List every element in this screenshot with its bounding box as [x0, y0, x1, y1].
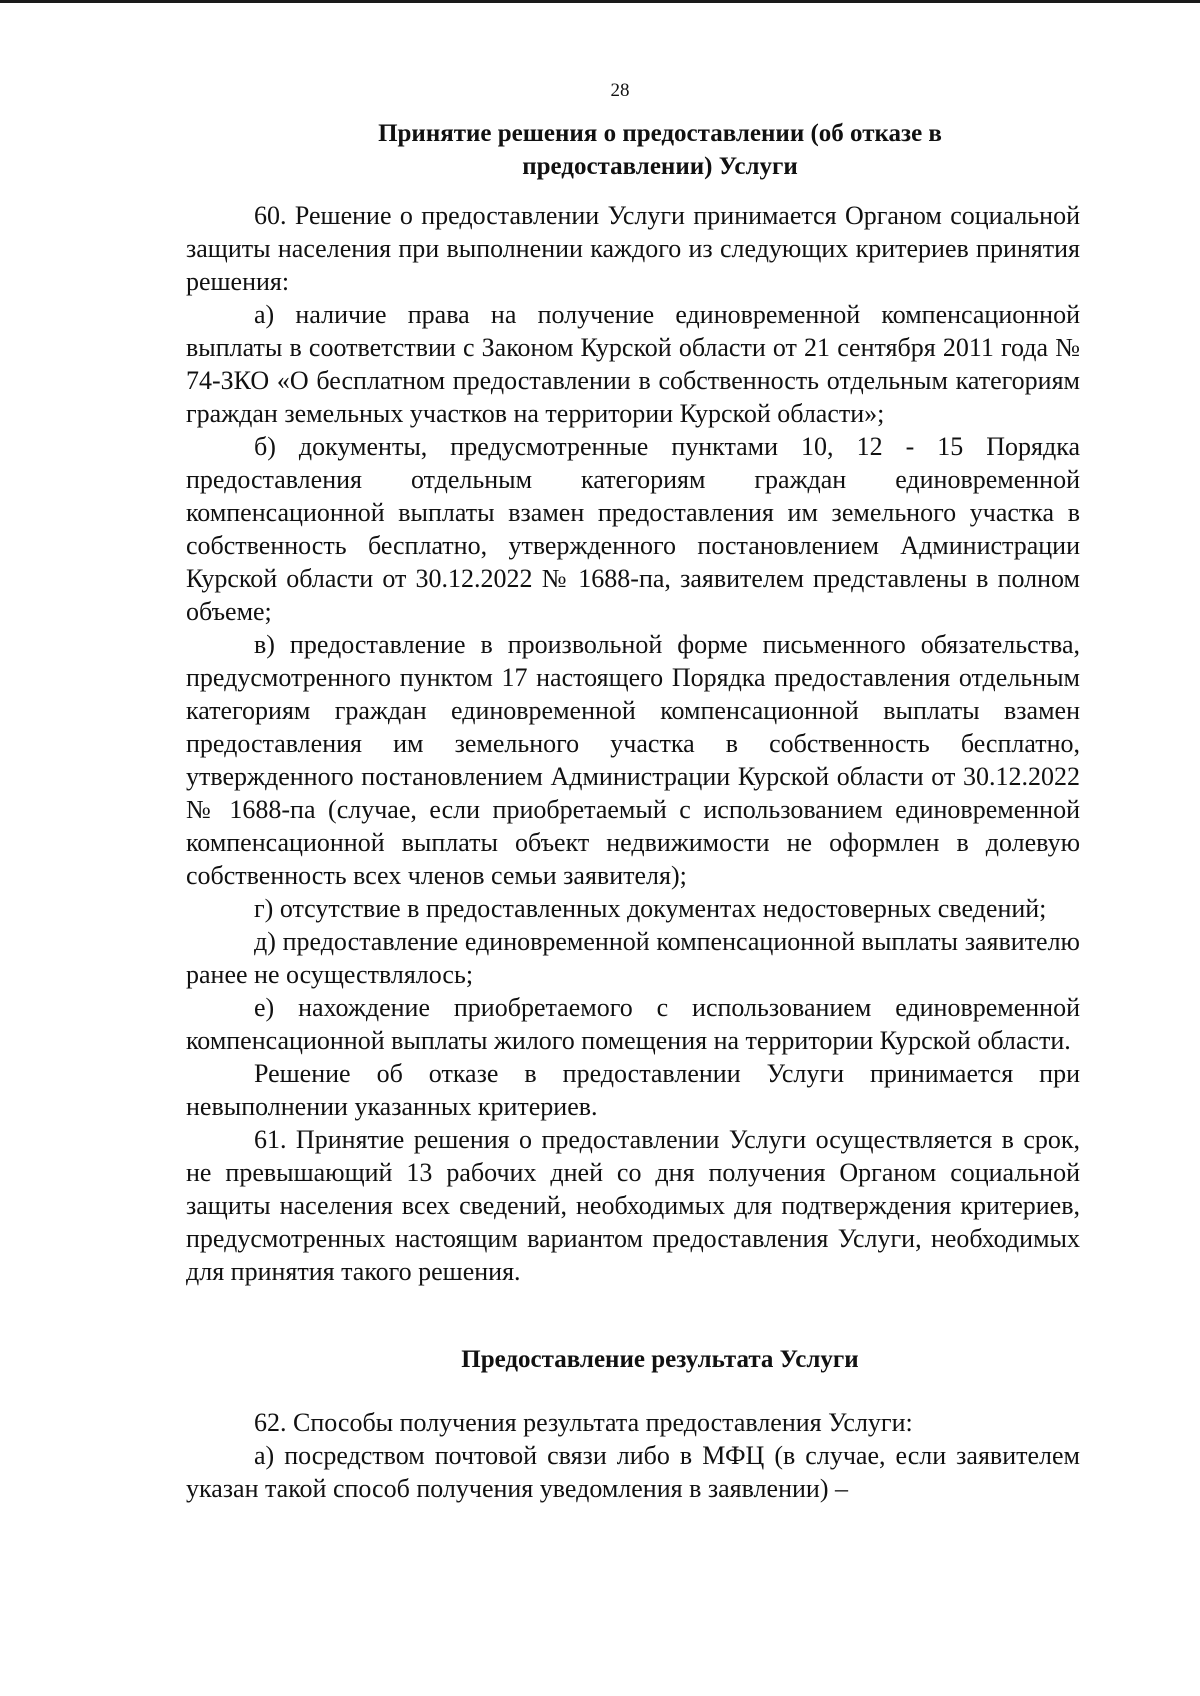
- section-body-result: [186, 1406, 1080, 1505]
- section-body-decision: [186, 199, 1080, 1288]
- page-number: 28: [610, 80, 630, 101]
- paragraph-60-a: а) наличие права на получение единовременной компенсационной выплаты в соответствии с Законом Курской области от 21 сентября 2011 года № 74-ЗКО «О бесплатном предоставлении в собственность отдельным категориям граждан земельных участков на территории Курской области»;: [186, 300, 1080, 428]
- section-heading-decision: Принятие решения о предоставлении (об отказе в предоставлении) Услуги: [378, 120, 942, 180]
- paragraph-60-d: д) предоставление единовременной компенсационной выплаты заявителю ранее не осуществлялось;: [186, 927, 1080, 989]
- paragraph-60-g: г) отсутствие в предоставленных документах недостоверных сведений;: [254, 894, 1047, 923]
- scan-edge-line: [0, 0, 1200, 3]
- paragraph-62: 62. Способы получения результата предоставления Услуги:: [254, 1408, 913, 1437]
- paragraph-refusal: Решение об отказе в предоставлении Услуги принимается при невыполнении указанных критериев.: [186, 1059, 1080, 1121]
- paragraph-61: 61. Принятие решения о предоставлении Услуги осуществляется в срок, не превышающий 13 рабочих дней со дня получения Органом социальной защиты населения всех сведений, необходимых для подтверждения критериев, предусмотренных настоящим вариантом предоставления Услуги, необходимых для принятия такого решения.: [186, 1125, 1080, 1286]
- paragraph-60-v: в) предоставление в произвольной форме письменного обязательства, предусмотренного пунктом 17 настоящего Порядка предоставления отдельным категориям граждан единовременной компенсационной выплаты взамен предоставления им земельного участка в собственность бесплатно, утвержденного постановлением Администрации Курской области от 30.12.2022 № 1688-па (случае, если приобретаемый с использованием единовременной компенсационной выплаты объект недвижимости не оформлен в долевую собственность всех членов семьи заявителя);: [186, 630, 1080, 890]
- paragraph-60-e: е) нахождение приобретаемого с использованием единовременной компенсационной выплаты жилого помещения на территории Курской области.: [186, 993, 1080, 1055]
- paragraph-60: 60. Решение о предоставлении Услуги принимается Органом социальной защиты населения при выполнении каждого из следующих критериев принятия решения:: [186, 201, 1080, 296]
- paragraph-62-a: а) посредством почтовой связи либо в МФЦ (в случае, если заявителем указан такой способ получения уведомления в заявлении) –: [186, 1441, 1080, 1503]
- paragraph-60-b: б) документы, предусмотренные пунктами 10, 12 - 15 Порядка предоставления отдельным категориям граждан единовременной компенсационной выплаты взамен предоставления им земельного участка в собственность бесплатно, утвержденного постановлением Администрации Курской области от 30.12.2022 № 1688-па, заявителем представлены в полном объеме;: [186, 432, 1080, 626]
- section-heading-result: Предоставление результата Услуги: [461, 1346, 859, 1373]
